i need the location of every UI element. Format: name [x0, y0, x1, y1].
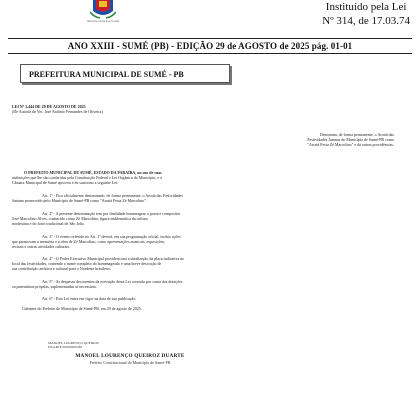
ementa-line: Denomina, de forma permanente, o Arraiá das — [320, 132, 394, 137]
municipal-crest-icon — [90, 0, 116, 19]
article-line: sua contribuição artística e cultural para o Nordeste brasileiro. — [12, 266, 112, 271]
article-5 — [12, 279, 182, 289]
article-line: local das festividades, contendo o nome completo do homenageado e uma breve descrição de — [12, 261, 162, 266]
article-2 — [12, 211, 180, 226]
edition-line: ANO XXIII - SUMÉ (PB) - EDIÇÃO 29 de AGOSTO de 2025 pág. 01-01 — [67, 41, 353, 51]
article-line: que promovam a memória e a obra de Zé Marcolino, como apresentações musicais, exposições, — [12, 239, 166, 244]
article-6: Art. 6º - Esta Lei entra em vigor na data de sua publicação. — [42, 296, 137, 301]
ementa-line: "Arraiá Festa Zé Marcolino" e dá outras providências. — [307, 142, 394, 147]
preamble-line: Câmara Municipal de Sumé aprovou e eu sanciono a seguinte Lei: — [12, 180, 119, 185]
law-number: LEI Nº 3.444 DE 29 DE AGOSTO DE 2025 — [12, 104, 86, 109]
ementa-line: Festividades Juninas do Município de Sumé-PB como — [307, 137, 394, 142]
law-ementa — [158, 132, 394, 147]
article-line: nordestina e do forró tradicional de São João. — [12, 221, 85, 226]
article-line: orçamentárias próprias, suplementadas se necessário. — [12, 284, 98, 289]
signatory-role: Prefeito Constitucional do Município de Sumé-PB — [89, 360, 171, 365]
signature-stamp-line: DUARTE:04590950485 — [48, 345, 83, 350]
article-line: recitais e outras atividades culturais. — [12, 244, 71, 249]
masthead-info — [322, 0, 410, 28]
preamble-line: O PREFEITO MUNICIPAL DE SUMÉ, ESTADO DA PARAÍBA, no uso de suas — [24, 170, 162, 175]
digital-signature-stamp — [48, 341, 99, 349]
article-line: Art. 2º - A presente denominação tem por finalidade homenagear o poeta e compositor — [42, 211, 181, 216]
article-4 — [12, 256, 184, 271]
closing-line: Gabinete do Prefeito do Município de Sumé-PB, em 29 de agosto de 2025. — [22, 306, 142, 311]
article-3 — [12, 234, 181, 249]
article-line: Art. 4º - O Poder Executivo Municipal providenciará a sinalização da placa indicativa no — [42, 256, 185, 261]
crest-caption: PREFEITURA MUNICIPAL DE SUMÉ — [86, 21, 120, 23]
article-1 — [12, 193, 183, 203]
masthead-line-2: Nº 314, de 17.03.74 — [322, 15, 410, 27]
signature-stamp-line: MANOEL LOURENÇO QUEIROZ — [48, 341, 100, 345]
law-author: (De Autoria do Ver. José Antônio Fernandes de Oliveira) — [12, 109, 103, 114]
article-line: Art. 3º - O evento referido no Art. 1º deverá, em sua programação oficial, incluir ações — [42, 234, 181, 239]
signatory-name: MANOEL LOURENÇO QUEIROZ DUARTE — [75, 353, 185, 359]
preamble-line: atribuições que lhe são conferidas pela Constituição Federal e Lei Orgânica do Município, e a — [12, 175, 162, 180]
article-line: Art. 5º - As despesas decorrentes da execução desta Lei correrão por conta das dotações — [42, 279, 183, 284]
article-line: Art. 1º - Fica oficialmente denominado, de forma permanente, o Arraiá das Festividades — [42, 193, 183, 198]
masthead-line-1: Instituído pela Lei — [325, 1, 407, 13]
article-line: Juninas promovido pelo Município de Sumé-PB como "Arraiá Festa Zé Marcolino". — [12, 198, 147, 203]
header-rule-top — [8, 38, 412, 39]
article-line: José Marcolino Alves, conhecido como Zé Marcolino, figura emblemática da cultura — [12, 216, 148, 221]
header-rule-bottom — [8, 53, 412, 54]
law-preamble — [12, 170, 162, 185]
organization-title: PREFEITURA MUNICIPAL DE SUMÉ - PB — [20, 64, 230, 83]
